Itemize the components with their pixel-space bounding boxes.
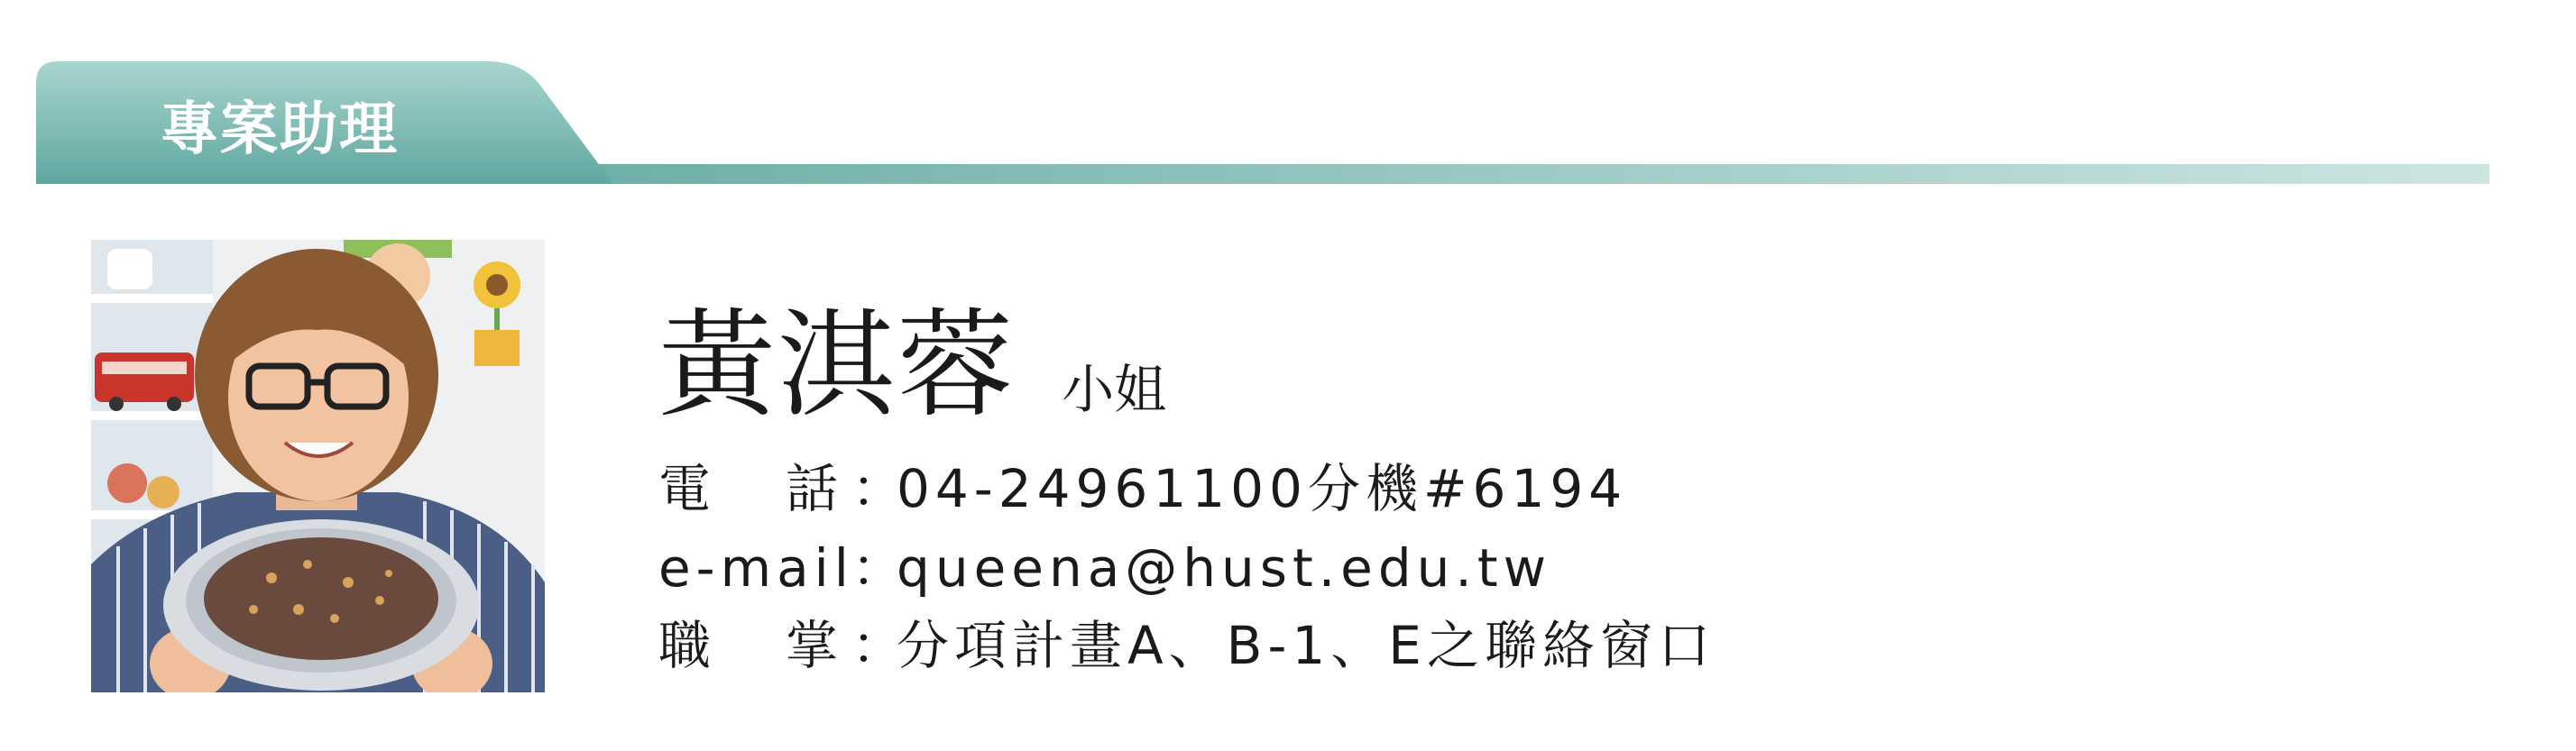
phone-value: 04-24961100分機#6194	[897, 458, 1628, 519]
phone-label-char-1: 電	[658, 458, 717, 519]
email-row	[658, 532, 1551, 604]
person-photo	[91, 240, 545, 692]
section-title: 專案助理	[161, 96, 399, 163]
phone-label-char-2: 話	[785, 458, 843, 519]
duty-label-char-2: 掌	[785, 615, 843, 676]
duty-row	[658, 609, 1716, 682]
banner-line	[541, 164, 2489, 184]
banner-shape	[36, 61, 2489, 188]
email-value[interactable]: queena@hust.edu.tw	[897, 537, 1552, 599]
duty-value: 分項計畫A、B-1、E之聯絡窗口	[897, 615, 1716, 676]
name-row	[658, 298, 1166, 433]
phone-label	[658, 453, 843, 525]
section-banner	[36, 61, 2489, 188]
email-label: e-mail	[658, 537, 854, 599]
phone-colon: ：	[851, 458, 910, 519]
duty-label	[658, 609, 843, 682]
duty-label-char-1: 職	[658, 615, 717, 676]
person-name: 黃淇蓉	[658, 297, 1017, 434]
phone-row	[658, 453, 1627, 525]
person-honorific: 小姐	[1062, 359, 1167, 420]
email-colon: ：	[851, 537, 910, 599]
person-photo-icon	[91, 240, 545, 692]
duty-colon: ：	[851, 615, 910, 676]
